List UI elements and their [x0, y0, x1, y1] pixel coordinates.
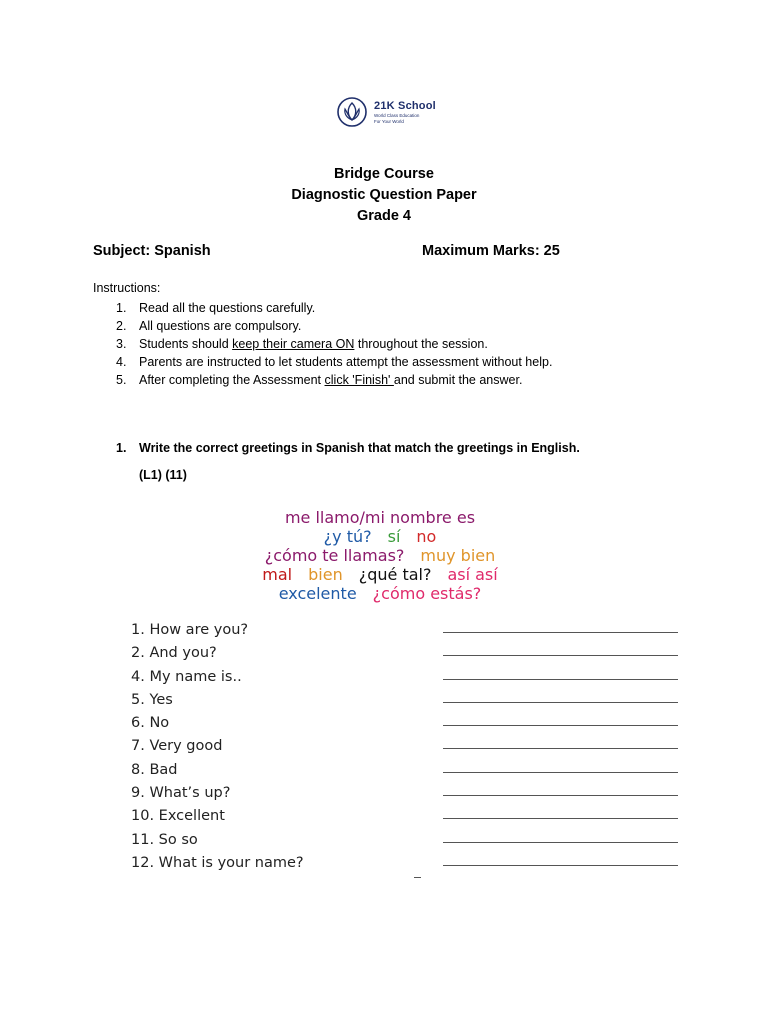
logo-name: 21K School — [374, 100, 436, 112]
prompt-item: 5. Yes — [131, 691, 173, 708]
instruction-item — [116, 299, 552, 317]
word-bank-line — [220, 546, 540, 565]
question-number: 1. — [116, 441, 127, 455]
word-bank-item: excelente — [278, 584, 357, 603]
answer-blank — [443, 702, 678, 725]
instruction-text: Read all the questions carefully. — [139, 301, 316, 315]
prompt-item: 2. And you? — [131, 645, 217, 662]
answer-blank — [443, 818, 678, 841]
instruction-number: 1. — [116, 301, 127, 315]
word-bank-item: bien — [308, 565, 343, 584]
instruction-text-part: throughout the session. — [354, 337, 488, 351]
school-logo — [336, 96, 436, 128]
answer-blank — [443, 655, 678, 678]
prompt-item: 6. No — [131, 715, 170, 732]
word-bank-item: ¿cómo estás? — [372, 584, 482, 603]
prompt-item: 11. So so — [131, 831, 198, 848]
instruction-text-part: and submit the answer. — [393, 373, 523, 387]
answer-blanks — [443, 632, 678, 888]
answer-blank — [443, 679, 678, 702]
word-bank-line — [220, 584, 540, 603]
prompt-item: 10. Excellent — [131, 808, 225, 825]
word-bank-line — [220, 527, 540, 546]
word-bank-item: así así — [447, 565, 498, 584]
question-marks: (L1) (11) — [139, 468, 187, 482]
answer-blank — [443, 842, 678, 865]
word-bank-item: no — [416, 527, 437, 546]
prompt-item: 4. My name is.. — [131, 668, 242, 685]
instruction-number: 2. — [116, 319, 127, 333]
instruction-text-part: Students should — [139, 337, 233, 351]
stray-dash — [414, 877, 421, 878]
paper-title: Diagnostic Question Paper — [291, 187, 477, 203]
instruction-item — [116, 353, 552, 371]
instruction-text-part: After completing the Assessment — [139, 373, 325, 387]
prompt-item: 1. How are you? — [131, 622, 249, 638]
click-finish-emphasis: click 'Finish' — [324, 373, 394, 387]
instruction-text — [139, 371, 522, 389]
instruction-item — [116, 371, 552, 389]
instructions-heading: Instructions: — [93, 281, 161, 295]
subject-label: Subject: Spanish — [93, 243, 211, 259]
word-bank-line — [220, 565, 540, 584]
word-bank-item: sí — [387, 527, 401, 546]
word-bank-item: ¿qué tal? — [358, 565, 432, 584]
instructions-list — [116, 299, 552, 389]
answer-blank — [443, 795, 678, 818]
instruction-number: 4. — [116, 355, 127, 369]
word-bank-item: me llamo/mi nombre es — [284, 508, 476, 527]
word-bank-line — [220, 508, 540, 527]
answer-blank — [443, 725, 678, 748]
instruction-text: Parents are instructed to let students attempt the assessment without help. — [139, 355, 553, 369]
prompt-item: 9. What’s up? — [131, 785, 231, 802]
question-text: Write the correct greetings in Spanish that match the greetings in English. — [139, 441, 580, 455]
max-marks-label: Maximum Marks: 25 — [422, 243, 560, 259]
prompt-list — [131, 620, 304, 876]
question-1 — [116, 441, 580, 455]
lotus-logo-icon — [336, 96, 368, 128]
answer-blank — [443, 748, 678, 771]
answer-blank — [443, 865, 678, 888]
word-bank-item: ¿y tú? — [323, 527, 372, 546]
logo-tagline: World Class Education — [374, 113, 420, 118]
answer-blank — [443, 632, 678, 655]
instruction-item — [116, 317, 552, 335]
word-bank-item: mal — [262, 565, 293, 584]
document-title — [0, 164, 768, 227]
instruction-number: 3. — [116, 337, 127, 351]
camera-on-emphasis: keep their camera ON — [232, 337, 355, 351]
answer-blank — [443, 772, 678, 795]
word-bank — [220, 508, 540, 603]
instruction-text: All questions are compulsory. — [139, 319, 302, 333]
prompt-item: 8. Bad — [131, 761, 178, 778]
instruction-number: 5. — [116, 373, 127, 387]
course-title: Bridge Course — [334, 166, 434, 182]
grade-title: Grade 4 — [357, 208, 411, 224]
word-bank-item: ¿cómo te llamas? — [264, 546, 405, 565]
logo-tagline: For Your World — [374, 118, 404, 124]
prompt-item: 12. What is your name? — [131, 854, 304, 871]
word-bank-item: muy bien — [420, 546, 496, 565]
instruction-text — [139, 335, 488, 353]
prompt-item: 7. Very good — [131, 738, 223, 755]
instruction-item — [116, 335, 552, 353]
